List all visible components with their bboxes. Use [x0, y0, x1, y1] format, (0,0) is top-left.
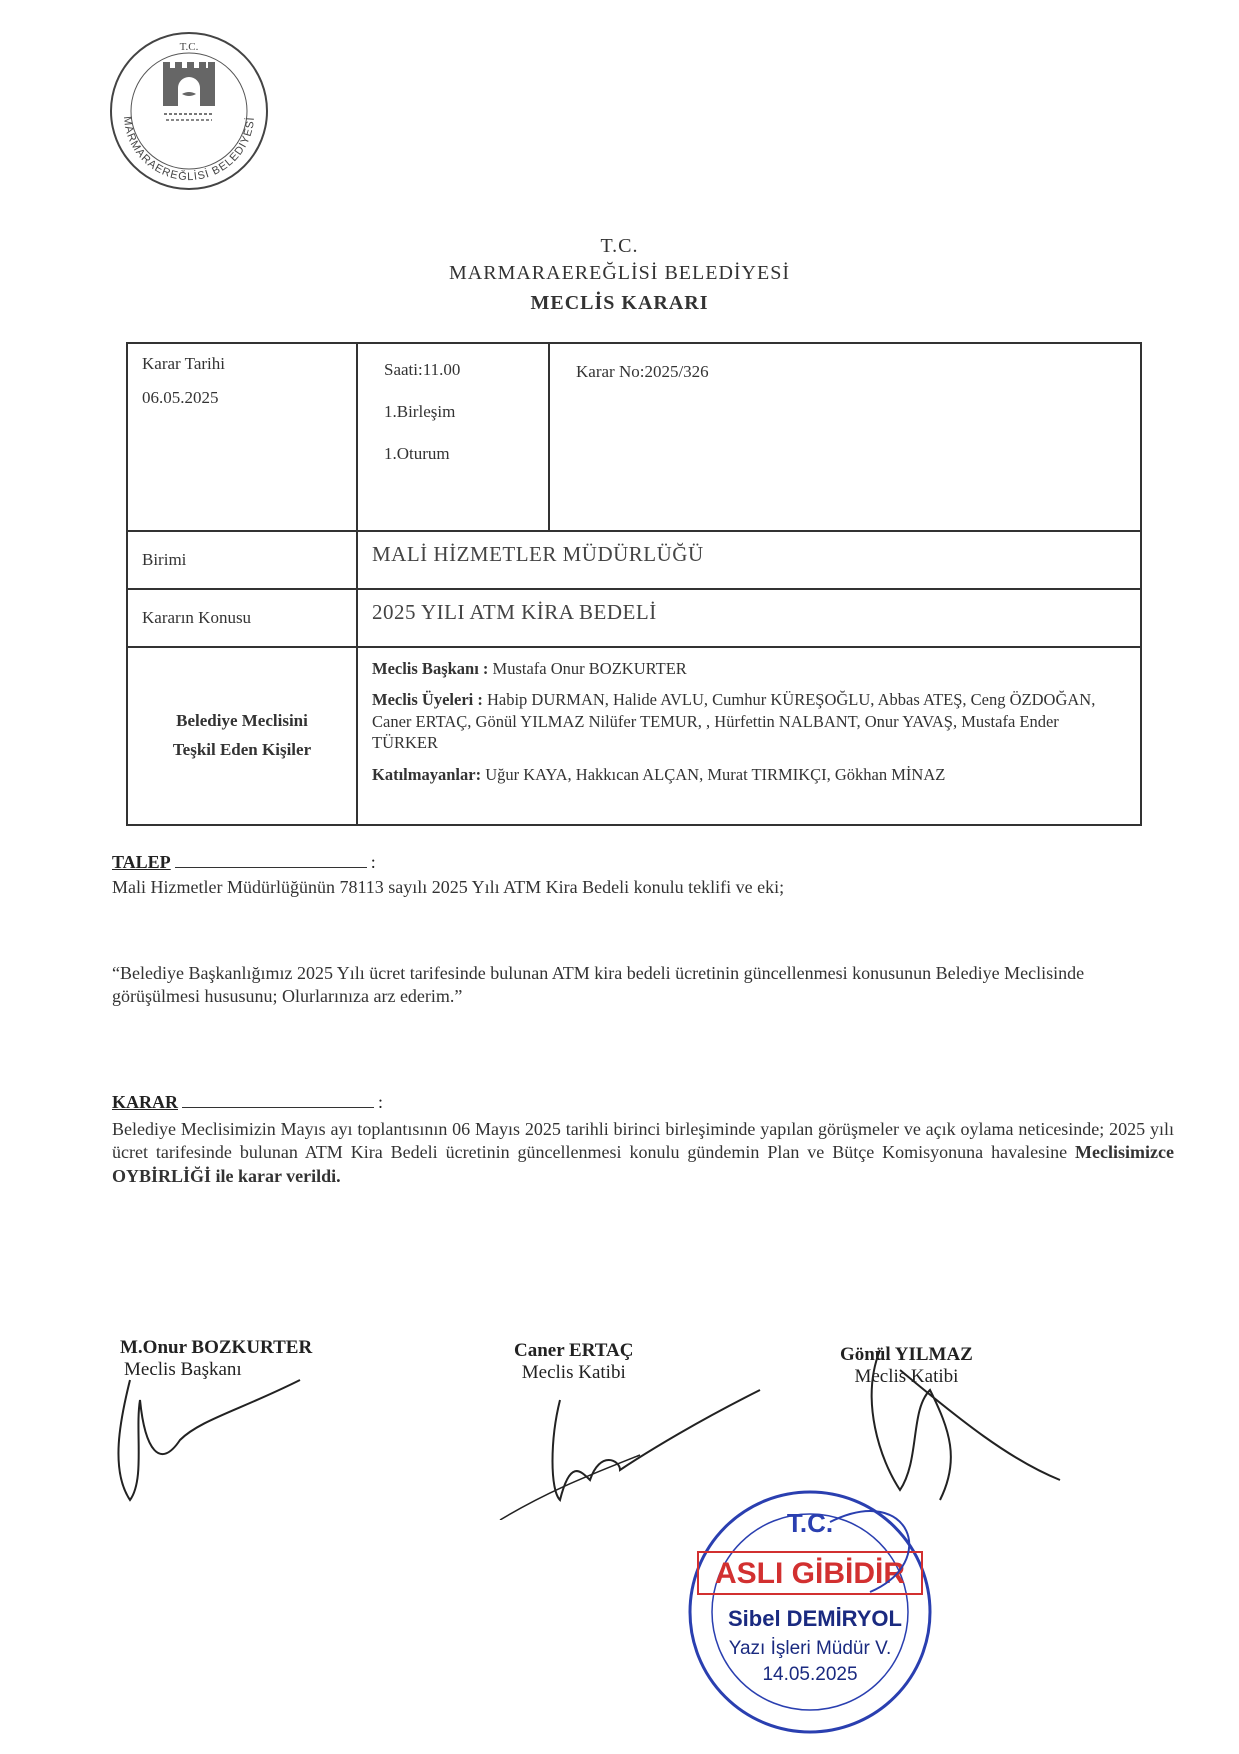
- decision-result: Meclisimizce OYBİRLİĞİ ile karar verildi.: [112, 1142, 1174, 1186]
- header-tc: T.C.: [600, 235, 639, 257]
- signature-secretary-1-name: Caner ERTAÇ: [514, 1340, 634, 1361]
- president-name: Mustafa Onur BOZKURTER: [492, 659, 687, 678]
- stamp-top-text: T.C.: [786, 1508, 834, 1538]
- members-label-line2: Teşkil Eden Kişiler: [172, 740, 312, 759]
- request-line: Mali Hizmetler Müdürlüğünün 78113 sayılı 2025 Yılı ATM Kira Bedeli konulu teklifi ve eki;: [112, 877, 785, 897]
- unit-value: MALİ HİZMETLER MÜDÜRLÜĞÜ: [357, 531, 1141, 589]
- signature-secretary-2-role: Meclis Katibi: [854, 1366, 959, 1387]
- stamp-date: 14.05.2025: [762, 1664, 858, 1685]
- signature-secretary-2-name: Gönül YILMAZ: [840, 1344, 973, 1365]
- decision-text-block: [112, 1118, 1174, 1188]
- request-title: TALEP: [112, 852, 171, 872]
- signature-secretary-1-role: Meclis Katibi: [521, 1362, 626, 1383]
- president-label: Meclis Başkanı :: [372, 659, 489, 678]
- session-time: Saati:11.00: [384, 360, 461, 379]
- members-cell: [357, 647, 1141, 825]
- subject-label: Kararın Konusu: [127, 589, 357, 647]
- decision-no-cell: [549, 343, 1141, 531]
- header-title: MECLİS KARARI: [530, 292, 709, 314]
- members-label-line1: Belediye Meclisini: [176, 711, 308, 731]
- session-birlesim: 1.Birleşim: [384, 402, 456, 421]
- decision-number: Karar No:2025/326: [576, 362, 709, 381]
- decision-colon: :: [378, 1092, 384, 1112]
- absent-members: Uğur KAYA, Hakkıcan ALÇAN, Murat TIRMIKÇI, Gökhan MİNAZ: [485, 764, 946, 784]
- official-stamp: [680, 1482, 940, 1742]
- members-label-cell: [127, 647, 357, 825]
- decision-date-label: Karar Tarihi: [142, 354, 225, 373]
- header-municipality: MARMARAEREĞLİSİ BELEDİYESİ: [449, 262, 790, 284]
- council-members: Habip DURMAN, Halide AVLU, Cumhur KÜREŞOĞLU, Abbas ATEŞ, Ceng ÖZDOĞAN, Caner ERTAÇ, Gönül YILMAZ Nilüfer TEMUR, , Hürfettin NALBANT, Onur YAVAŞ, Mustafa Ender TÜRKER: [372, 690, 1096, 753]
- request-quote: “Belediye Başkanlığımız 2025 Yılı ücret tarifesinde bulunan ATM kira bedeli ücretinin güncellenmesi konusunun Belediye Meclisinde görüşülmesi hususunu; Olurlarınıza arz ederim.”: [112, 963, 1085, 1007]
- session-oturum: 1.Oturum: [384, 444, 450, 463]
- seal-top-text: T.C.: [179, 41, 199, 53]
- decision-text: Belediye Meclisimizin Mayıs ayı toplantısının 06 Mayıs 2025 tarihli birinci birleşiminde yapılan görüşmeler ve açık oylama neticesinde; 2025 yılı ücret tarifesinde bulunan ATM Kira Bedeli ücretinin güncellenmesi konulu gündemin Plan ve Bütçe Komisyonuna havalesine: [112, 1119, 1174, 1163]
- decision-title: KARAR: [112, 1092, 178, 1112]
- signature-president-role: Meclis Başkanı: [124, 1359, 242, 1380]
- subject-value: 2025 YILI ATM KİRA BEDELİ: [357, 589, 1141, 647]
- unit-label: Birimi: [127, 531, 357, 589]
- signature-scribble-president: [100, 1360, 340, 1510]
- council-members-label: Meclis Üyeleri :: [372, 690, 483, 710]
- municipality-seal: [108, 30, 270, 192]
- stamp-role: Yazı İşleri Müdür V.: [728, 1638, 892, 1659]
- decision-date: 06.05.2025: [142, 388, 219, 407]
- request-heading: [112, 852, 376, 873]
- stamp-title: ASLI GİBİDİR: [714, 1557, 906, 1590]
- date-cell: [127, 343, 357, 531]
- stamp-name: Sibel DEMİRYOL: [728, 1606, 902, 1631]
- session-cell: [357, 343, 549, 531]
- decision-info-table: [126, 342, 1142, 826]
- decision-heading: [112, 1092, 383, 1113]
- signature-president-name: M.Onur BOZKURTER: [120, 1337, 313, 1358]
- absent-label: Katılmayanlar:: [372, 764, 482, 784]
- request-colon: :: [370, 852, 376, 872]
- seal-ring-text: MARMARAEREĞLİSİ BELEDİYESİ: [120, 115, 258, 184]
- signature-secretary-1: [514, 1340, 634, 1384]
